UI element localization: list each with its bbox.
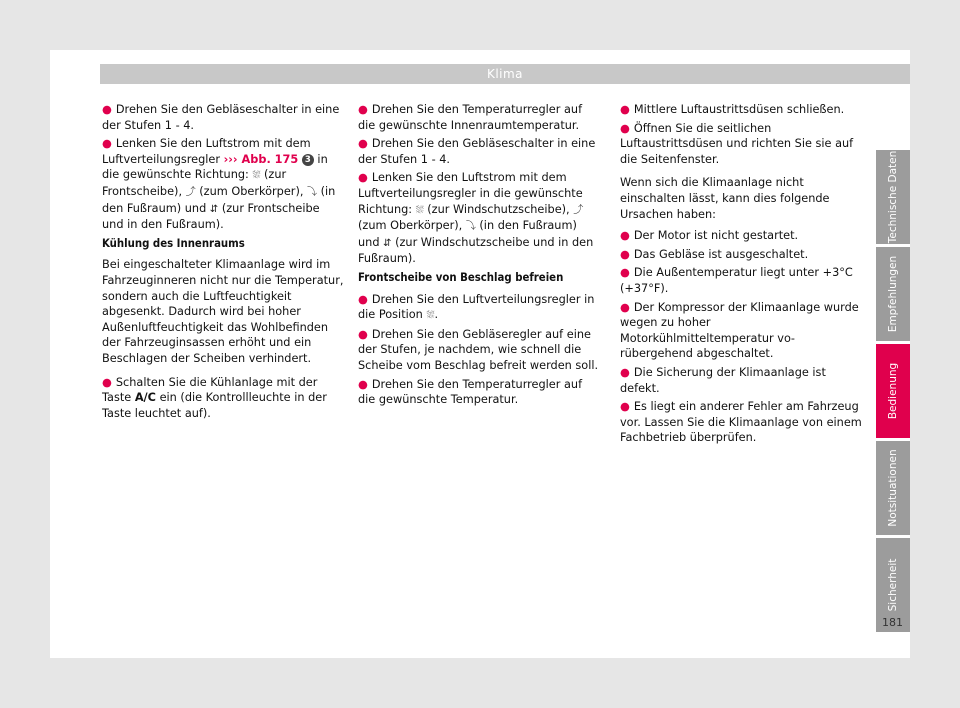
tab-empfehlungen[interactable]: Empfehlungen: [876, 247, 910, 341]
subheading: Frontscheibe von Beschlag befreien: [358, 270, 564, 284]
list-item: ● Lenken Sie den Luftstrom mit dem Luftverteilungsregler in die gewünschte Richtung: ⛆ (zur Windschutzscheibe), ⤴ (zum Oberkörper), ⤵ (in den Fußraum) und ⇵ (zur Windschutzscheibe und in den Fußraum).: [358, 171, 594, 266]
chapter-tabs: [876, 100, 910, 658]
footwell-icon: ⤵: [465, 221, 476, 233]
paragraph: Bei eingeschalteter Klimaanlage wird im Fahrzeuginneren nicht nur die Temperatur, sondern auch die Luftfeuchtigkeit abgesenkt. Dadurch wird bei hoher Außenluftfeuchtigkeit das Wohlbefinden der Fahrzeuginsassen erhöht und ein Beschlagen der Scheiben verhindert.: [102, 258, 344, 365]
list-item: ● Drehen Sie den Luftverteilungsregler in die Position ⛆.: [358, 292, 600, 324]
paragraph: Wenn sich die Klimaanlage nicht einschalten lässt, kann dies folgende Ursachen haben:: [620, 176, 830, 221]
list-item: ● Die Sicherung der Klimaanlage ist defekt.: [620, 365, 826, 395]
list-item: ● Das Gebläse ist ausgeschaltet.: [620, 247, 809, 261]
windshield-icon: ⛆: [426, 310, 435, 322]
tab-notsituationen[interactable]: Notsituationen: [876, 441, 910, 535]
list-item: ● Der Kompressor der Klimaanlage wurde wegen zu hoher Motorkühlmitteltemperatur vorübergehend abgeschaltet.: [620, 300, 859, 361]
list-item: ● Drehen Sie den Temperaturregler auf die gewünschte Innenraumtemperatur.: [358, 103, 583, 132]
list-item: ● Mittlere Luftaustrittsdüsen schließen.: [620, 103, 845, 116]
column-left: [102, 102, 344, 424]
tab-sicherheit[interactable]: Sicherheit: [876, 538, 910, 632]
tab-technische-daten[interactable]: Technische Daten: [876, 150, 910, 244]
upper-body-icon: ⤴: [573, 204, 584, 216]
section-header: Klima: [100, 64, 910, 84]
column-right: [620, 102, 862, 449]
tab-bedienung[interactable]: Bedienung: [876, 344, 910, 438]
list-item: ● Der Motor ist nicht gestartet.: [620, 229, 799, 243]
list-item: ● Drehen Sie den Gebläseregler auf eine der Stufen, je nachdem, wie schnell die Scheibe vom Beschlag befreit werden soll.: [358, 327, 599, 372]
list-item: ● Drehen Sie den Temperaturregler auf die gewünschte Temperatur.: [358, 377, 583, 407]
windshield-footwell-icon: ⇵: [383, 237, 392, 249]
column-middle: [358, 102, 600, 411]
callout-number: 3: [302, 154, 314, 166]
ac-key-symbol: A/C: [134, 391, 156, 405]
windshield-icon: ⛆: [415, 204, 424, 216]
windshield-icon: ⛆: [252, 170, 261, 182]
list-item: ● Es liegt ein anderer Fehler am Fahrzeug vor. Lassen Sie die Klimaanlage von einem Fachbetrieb überprüfen.: [620, 400, 862, 445]
list-item: ● Die Außentemperatur liegt unter +3°C (+37°F).: [620, 266, 853, 295]
list-item: ● Öffnen Sie die seitlichen Luftaustrittsdüsen und richten Sie sie auf die Seitenfenster.: [620, 121, 854, 166]
upper-body-icon: ⤴: [185, 186, 196, 198]
subheading: Kühlung des Innenraums: [102, 236, 245, 250]
figure-reference-link[interactable]: ››› Abb. 175: [223, 152, 299, 166]
list-item: ● Lenken Sie den Luftstrom mit dem Luftverteilungsregler ››› Abb. 175 3 in die gewünschte Richtung: ⛆ (zur Frontscheibe), ⤴ (zum Oberkörper), ⤵ (in den Fußraum) und ⇵ (zur Frontscheibe und in den Fußraum).: [102, 137, 336, 232]
footwell-icon: ⤵: [307, 186, 318, 198]
list-item: ● Drehen Sie den Gebläseschalter in eine der Stufen 1 - 4.: [102, 103, 340, 132]
manual-page: [50, 50, 910, 658]
windshield-footwell-icon: ⇵: [209, 203, 219, 215]
list-item: ● Drehen Sie den Gebläseschalter in eine der Stufen 1 - 4.: [358, 137, 596, 166]
page-number: 181: [882, 616, 903, 629]
list-item: ● Schalten Sie die Kühlanlage mit der Taste A/C ein (die Kontrollleuchte in der Taste leuchtet auf).: [102, 375, 327, 420]
